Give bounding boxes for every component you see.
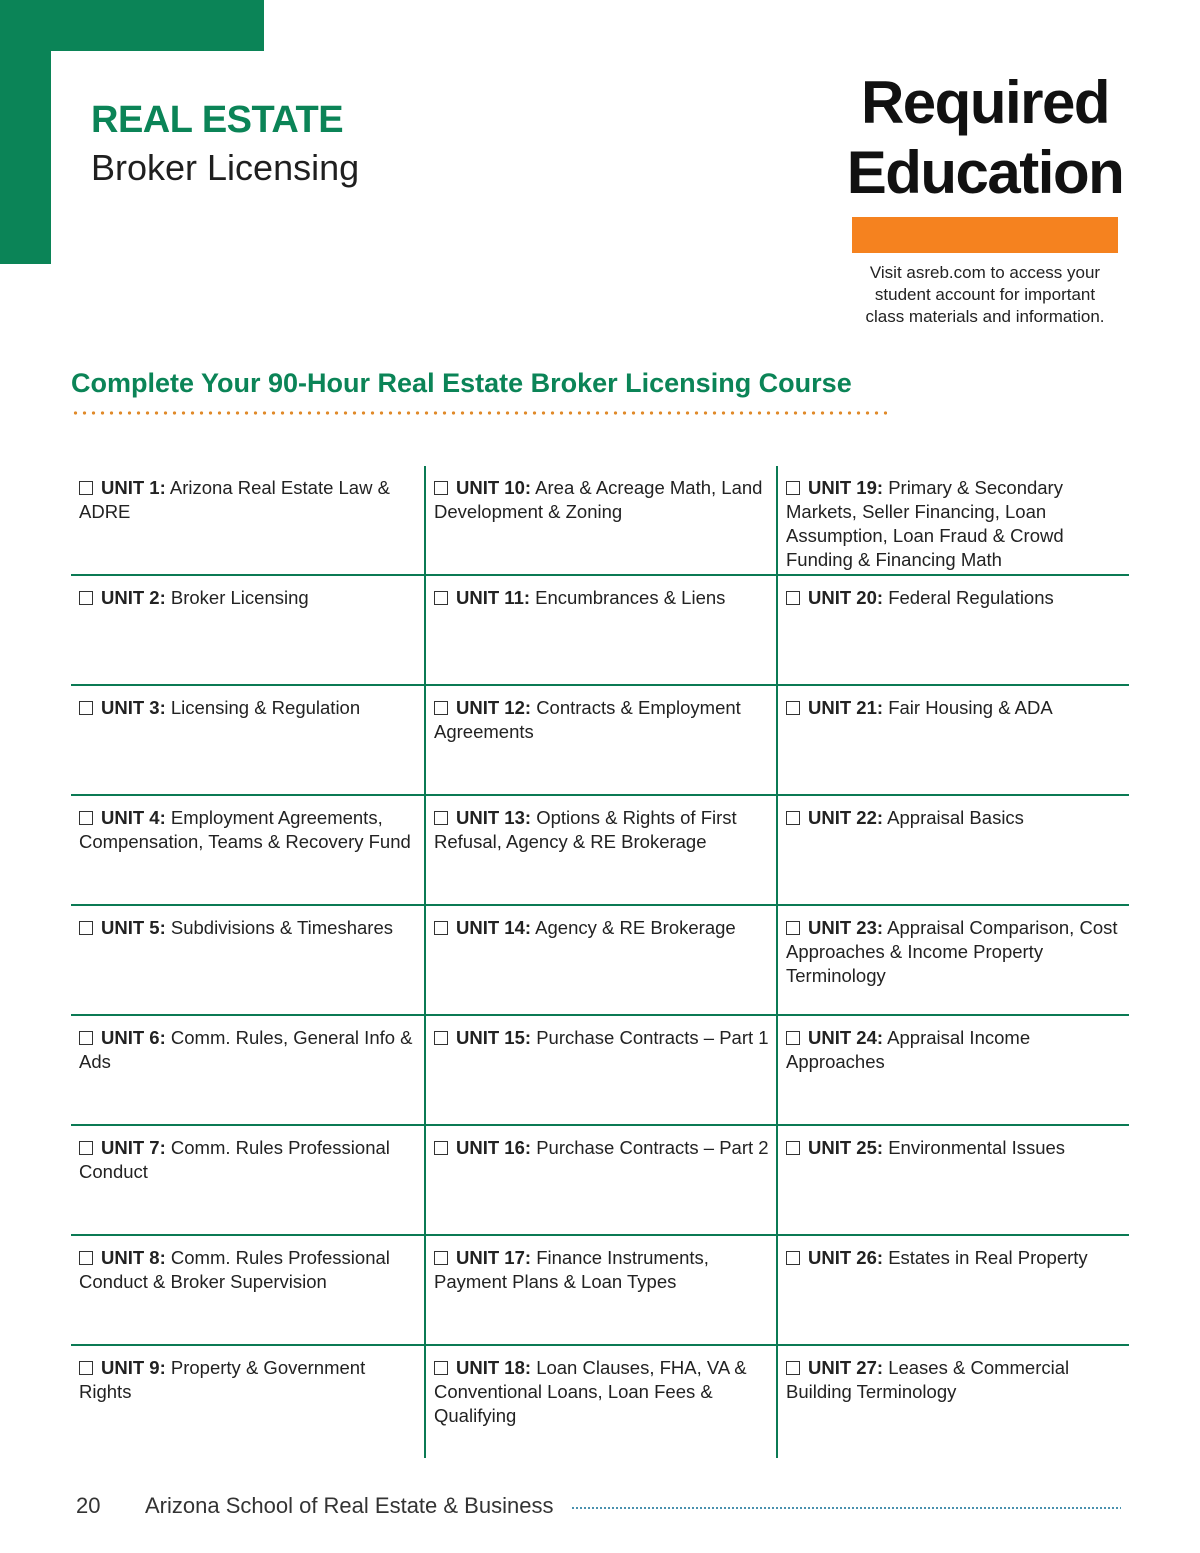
unit-title: Subdivisions & Timeshares (170, 917, 393, 938)
unit-label: UNIT 26: (808, 1247, 884, 1268)
unit-title: Comm. Rules Professional Conduct (79, 1137, 390, 1182)
unit-label: UNIT 14: (456, 917, 532, 938)
unit-item[interactable] (71, 686, 424, 796)
unit-label: UNIT 17: (456, 1247, 532, 1268)
unit-title: Purchase Contracts – Part 2 (536, 1137, 769, 1158)
unit-checkbox[interactable] (434, 701, 448, 715)
unit-checkbox[interactable] (786, 1251, 800, 1265)
unit-item[interactable] (426, 1236, 777, 1346)
unit-item[interactable] (426, 1016, 777, 1126)
unit-title: Licensing & Regulation (170, 697, 361, 718)
unit-checkbox[interactable] (786, 481, 800, 495)
unit-checkbox[interactable] (79, 1251, 93, 1265)
unit-checkbox[interactable] (434, 921, 448, 935)
unit-checkbox[interactable] (79, 701, 93, 715)
unit-title: Appraisal Comparison, Cost Approaches & Income Property Terminology (786, 917, 1118, 986)
unit-label: UNIT 23: (808, 917, 884, 938)
unit-item[interactable] (778, 1126, 1129, 1236)
unit-checklist-grid (71, 466, 1129, 1458)
unit-checkbox[interactable] (786, 811, 800, 825)
unit-checkbox[interactable] (79, 921, 93, 935)
unit-label: UNIT 20: (808, 587, 884, 608)
unit-item[interactable] (71, 1016, 424, 1126)
section-title: Complete Your 90-Hour Real Estate Broker Licensing Course (71, 368, 852, 398)
unit-checkbox[interactable] (786, 1031, 800, 1045)
unit-item[interactable] (778, 576, 1129, 686)
unit-column (424, 466, 777, 1458)
unit-item[interactable] (778, 1236, 1129, 1346)
required-education-heading (846, 68, 1124, 208)
unit-label: UNIT 19: (808, 477, 884, 498)
unit-title: Finance Instruments, Payment Plans & Loan Types (434, 1247, 709, 1292)
unit-checkbox[interactable] (786, 701, 800, 715)
unit-label: UNIT 18: (456, 1357, 532, 1378)
unit-title: Estates in Real Property (888, 1247, 1088, 1268)
account-note-line: class materials and information. (865, 307, 1105, 326)
unit-title: Options & Rights of First Refusal, Agency & RE Brokerage (434, 807, 737, 852)
unit-item[interactable] (71, 906, 424, 1016)
unit-checkbox[interactable] (434, 1031, 448, 1045)
required-title-line1: Required (860, 69, 1110, 136)
unit-label: UNIT 5: (101, 917, 166, 938)
unit-title: Loan Clauses, FHA, VA & Conventional Loans, Loan Fees & Qualifying (434, 1357, 747, 1426)
unit-title: Property & Government Rights (79, 1357, 366, 1402)
unit-title: Purchase Contracts – Part 1 (536, 1027, 769, 1048)
unit-title: Appraisal Basics (887, 807, 1024, 828)
unit-title: Agency & RE Brokerage (535, 917, 736, 938)
unit-item[interactable] (426, 686, 777, 796)
account-note (846, 262, 1124, 328)
unit-item[interactable] (71, 796, 424, 906)
unit-label: UNIT 3: (101, 697, 166, 718)
unit-checkbox[interactable] (786, 921, 800, 935)
orange-accent-bar (852, 217, 1118, 253)
unit-title: Fair Housing & ADA (888, 697, 1053, 718)
unit-checkbox[interactable] (79, 1031, 93, 1045)
unit-title: Appraisal Income Approaches (786, 1027, 1031, 1072)
account-note-line: student account for important (874, 285, 1096, 304)
unit-item[interactable] (778, 1346, 1129, 1456)
unit-item[interactable] (71, 1126, 424, 1236)
unit-checkbox[interactable] (434, 1141, 448, 1155)
unit-checkbox[interactable] (79, 591, 93, 605)
unit-item[interactable] (71, 466, 424, 576)
unit-item[interactable] (71, 1346, 424, 1456)
unit-label: UNIT 4: (101, 807, 166, 828)
unit-checkbox[interactable] (79, 1361, 93, 1375)
page-number: 20 (76, 1493, 101, 1518)
unit-checkbox[interactable] (79, 481, 93, 495)
unit-label: UNIT 13: (456, 807, 532, 828)
footer-school-name: Arizona School of Real Estate & Business (145, 1493, 554, 1518)
unit-item[interactable] (426, 796, 777, 906)
unit-checkbox[interactable] (434, 1251, 448, 1265)
brand-subtitle: Broker Licensing (91, 147, 360, 188)
unit-checkbox[interactable] (434, 481, 448, 495)
unit-checkbox[interactable] (434, 1361, 448, 1375)
unit-item[interactable] (426, 466, 777, 576)
unit-item[interactable] (778, 686, 1129, 796)
unit-label: UNIT 24: (808, 1027, 884, 1048)
unit-label: UNIT 8: (101, 1247, 166, 1268)
unit-checkbox[interactable] (786, 1141, 800, 1155)
unit-title: Area & Acreage Math, Land Development & Zoning (434, 477, 763, 522)
page-footer (76, 1493, 1124, 1523)
unit-label: UNIT 12: (456, 697, 532, 718)
unit-title: Employment Agreements, Compensation, Teams & Recovery Fund (79, 807, 411, 852)
green-corner-bar-left (0, 0, 51, 264)
unit-label: UNIT 16: (456, 1137, 532, 1158)
dotted-divider (71, 411, 887, 415)
unit-item[interactable] (71, 576, 424, 686)
required-title-line2: Education (846, 139, 1124, 206)
unit-title: Leases & Commercial Building Terminology (786, 1357, 1070, 1402)
unit-title: Encumbrances & Liens (535, 587, 726, 608)
unit-label: UNIT 2: (101, 587, 166, 608)
unit-title: Comm. Rules, General Info & Ads (79, 1027, 413, 1072)
brand-title: REAL ESTATE (91, 99, 344, 141)
unit-label: UNIT 10: (456, 477, 532, 498)
footer-dotted-rule (571, 1507, 1121, 1509)
unit-item[interactable] (426, 1346, 777, 1456)
unit-item[interactable] (426, 576, 777, 686)
unit-column (71, 466, 424, 1458)
unit-label: UNIT 11: (456, 587, 531, 608)
unit-label: UNIT 22: (808, 807, 884, 828)
unit-column (776, 466, 1129, 1458)
unit-item[interactable] (71, 1236, 424, 1346)
unit-checkbox[interactable] (434, 591, 448, 605)
unit-title: Environmental Issues (888, 1137, 1066, 1158)
unit-label: UNIT 27: (808, 1357, 884, 1378)
unit-label: UNIT 6: (101, 1027, 166, 1048)
unit-label: UNIT 21: (808, 697, 884, 718)
unit-title: Primary & Secondary Markets, Seller Financing, Loan Assumption, Loan Fraud & Crowd Funding & Financing Math (786, 477, 1064, 570)
unit-checkbox[interactable] (79, 811, 93, 825)
unit-title: Comm. Rules Professional Conduct & Broker Supervision (79, 1247, 390, 1292)
brand-block (91, 98, 359, 190)
unit-item[interactable] (778, 466, 1129, 576)
unit-title: Contracts & Employment Agreements (434, 697, 741, 742)
unit-item[interactable] (426, 1126, 777, 1236)
unit-title: Broker Licensing (170, 587, 309, 608)
unit-item[interactable] (426, 906, 777, 1016)
unit-checkbox[interactable] (786, 591, 800, 605)
unit-title: Federal Regulations (888, 587, 1054, 608)
unit-label: UNIT 25: (808, 1137, 884, 1158)
unit-label: UNIT 1: (101, 477, 166, 498)
unit-checkbox[interactable] (434, 811, 448, 825)
unit-label: UNIT 7: (101, 1137, 166, 1158)
unit-label: UNIT 9: (101, 1357, 166, 1378)
unit-title: Arizona Real Estate Law & ADRE (79, 477, 390, 522)
unit-item[interactable] (778, 1016, 1129, 1126)
unit-checkbox[interactable] (79, 1141, 93, 1155)
unit-label: UNIT 15: (456, 1027, 532, 1048)
account-note-line: Visit asreb.com to access your (869, 263, 1101, 282)
unit-item[interactable] (778, 796, 1129, 906)
unit-item[interactable] (778, 906, 1129, 1016)
unit-checkbox[interactable] (786, 1361, 800, 1375)
